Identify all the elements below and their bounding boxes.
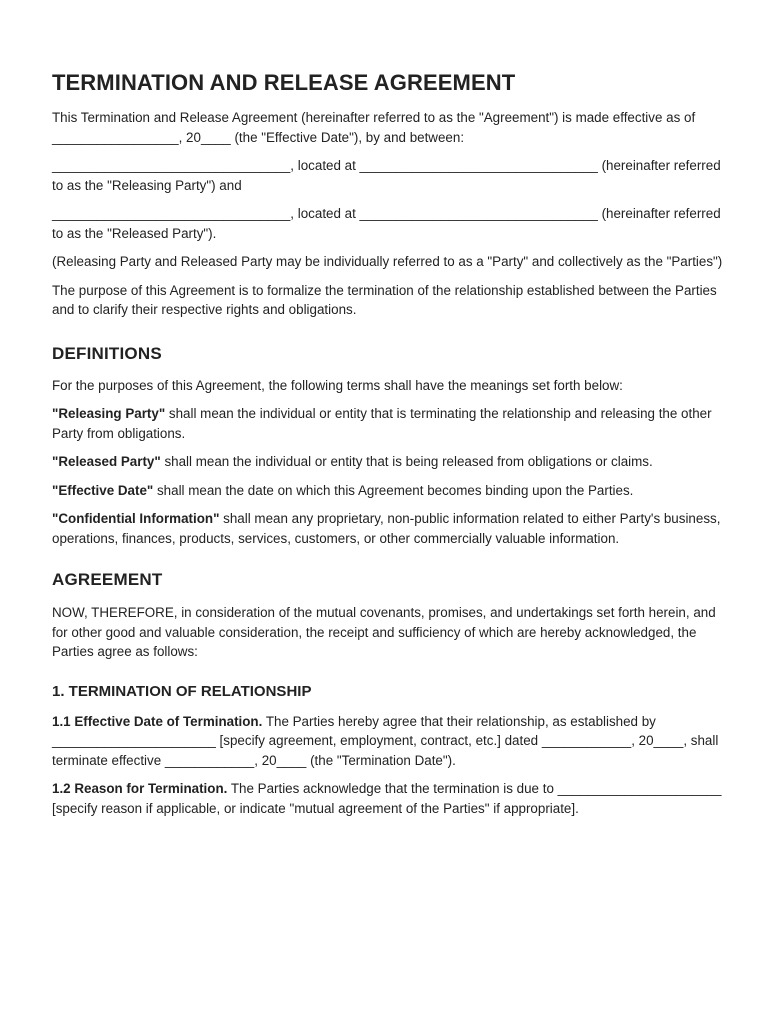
releasing-party-line: ________________________________, located at ________________________________ (hereinafter referred to as the "Releasing Party") and	[52, 158, 721, 193]
section-1-heading: 1. TERMINATION OF RELATIONSHIP	[52, 682, 312, 700]
definition-item	[52, 452, 724, 472]
agreement-heading: AGREEMENT	[52, 570, 163, 589]
clause-text: The Parties acknowledge that the termination is due to ______________________ [specify reason if applicable, or indicate "mutual agreement of the Parties" if appropriate].	[52, 781, 722, 816]
clause-label: 1.2 Reason for Termination.	[52, 781, 228, 796]
definition-term: "Releasing Party"	[52, 406, 166, 421]
definition-text: shall mean the date on which this Agreement becomes binding upon the Parties.	[153, 482, 634, 498]
definition-text: shall mean any proprietary, non-public information related to either Party's business, operations, finances, products, services, customers, or other commercially valuable information.	[52, 511, 721, 546]
intro-paragraph: This Termination and Release Agreement (hereinafter referred to as the "Agreement") is made effective as of _________________, 20____ (the "Effective Date"), by and between:	[52, 110, 696, 145]
definition-text: shall mean the individual or entity that is being released from obligations or claims.	[160, 454, 653, 469]
released-party-line: ________________________________, located at ________________________________ (hereinafter referred to as the "Released Party").	[52, 206, 721, 241]
clause-1-2	[52, 779, 724, 818]
definition-term: "Released Party"	[52, 454, 161, 469]
definition-text: shall mean the individual or entity that is terminating the relationship and releasing the other Party from obligations.	[52, 406, 712, 441]
definitions-lead: For the purposes of this Agreement, the following terms shall have the meanings set forth below:	[52, 377, 623, 393]
definitions-heading: DEFINITIONS	[52, 343, 162, 363]
document-title: TERMINATION AND RELEASE AGREEMENT	[52, 70, 516, 95]
purpose-paragraph: The purpose of this Agreement is to formalize the termination of the relationship established between the Parties and to clarify their respective rights and obligations.	[52, 282, 717, 317]
clause-text: The Parties hereby agree that their relationship, as established by ______________________ [specify agreement, employment, contract, etc.] dated ____________, 20____, shall terminate effective ____________, 20____ (the "Termination Date").	[52, 713, 719, 768]
definition-item	[52, 404, 724, 443]
document-page	[52, 70, 724, 827]
clause-1-1	[52, 712, 724, 771]
collective-definition: (Releasing Party and Released Party may be individually referred to as a "Party" and collectively as the "Parties")	[52, 254, 723, 269]
definition-term: "Confidential Information"	[52, 511, 220, 526]
definition-term: "Effective Date"	[52, 482, 154, 498]
definition-item	[52, 509, 724, 548]
clause-label: 1.1 Effective Date of Termination.	[52, 713, 263, 729]
definition-item	[52, 481, 724, 501]
agreement-lead: NOW, THEREFORE, in consideration of the mutual covenants, promises, and undertakings set forth herein, and for other good and valuable consideration, the receipt and sufficiency of which are hereby acknowledged, the Parties agree as follows:	[52, 605, 716, 659]
